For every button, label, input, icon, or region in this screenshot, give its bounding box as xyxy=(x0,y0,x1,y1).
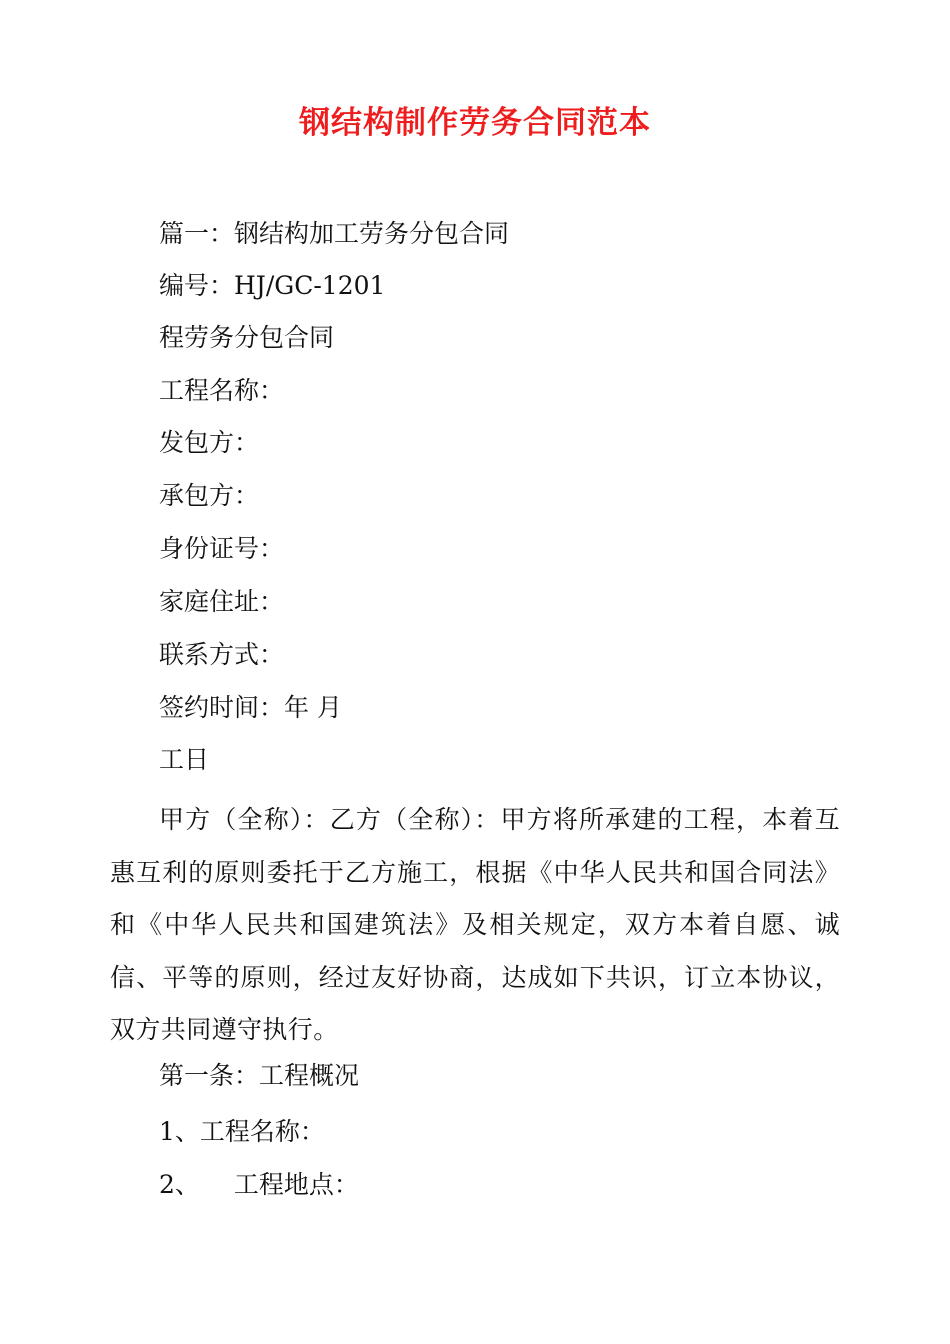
part-heading: 篇一：钢结构加工劳务分包合同 xyxy=(159,219,510,248)
contact-field: 联系方式： xyxy=(159,640,285,669)
id-number-field: 身份证号： xyxy=(159,534,285,563)
contract-heading: 程劳务分包合同 xyxy=(159,323,335,352)
contract-preamble: 甲方（全称）：乙方（全称）：甲方将所承建的工程，本着互 惠互利的原则委托于乙方施工，根据《中华人民共和国合同法》和《中华人民共和国建筑法》及相关规定，双方本着自愿、诚信、平等的原则，经过友好协商，达成如下共识，订立本协议，双方共同遵守执行。 xyxy=(110,805,840,1044)
item-2-label: 工程地点： xyxy=(233,1170,359,1199)
item-1: 1、工程名称： xyxy=(159,1117,325,1146)
day-field: 工日 xyxy=(159,745,210,774)
sign-date-field: 签约时间：年 月 xyxy=(159,693,342,722)
contractor-field: 承包方： xyxy=(159,481,260,510)
article-1-heading: 第一条：工程概况 xyxy=(159,1061,360,1090)
document-title: 钢结构制作劳务合同范本 xyxy=(299,105,651,141)
employer-field: 发包方： xyxy=(159,428,260,457)
project-name-field: 工程名称： xyxy=(159,376,285,405)
address-field: 家庭住址： xyxy=(159,587,285,616)
item-2-number: 2、 xyxy=(159,1170,200,1199)
contract-number: 编号：HJ/GC-1201 xyxy=(159,271,386,300)
item-2 xyxy=(159,1167,359,1203)
